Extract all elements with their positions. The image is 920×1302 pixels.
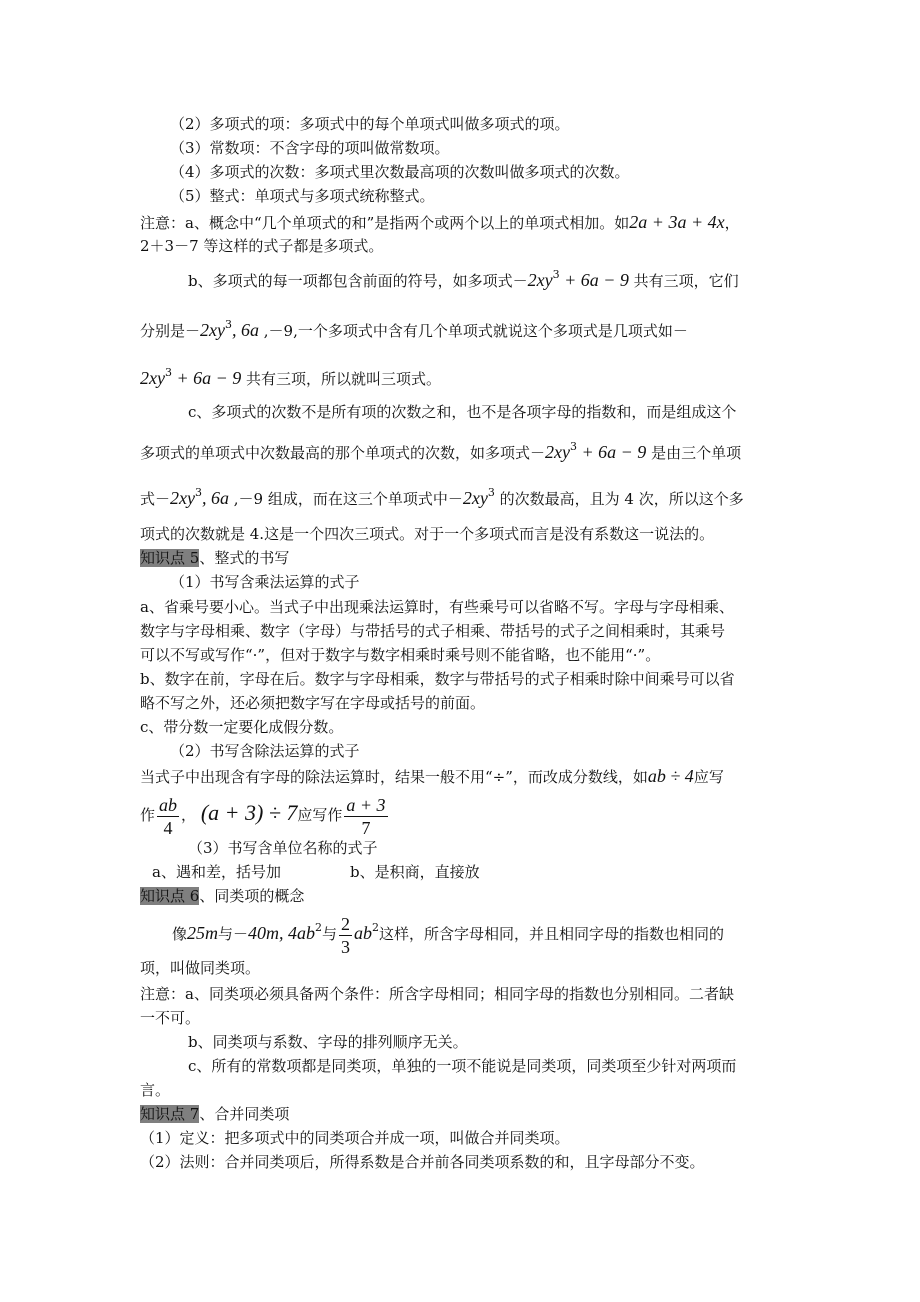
text: 的次数最高，且为 4 次，所以这个多 [494,490,744,508]
numerator: ab [159,794,178,815]
fraction-2-over-3 [339,913,352,958]
math-expression: 2xy [545,442,570,462]
like-terms-note-a [140,984,734,1004]
text: （1）书写含乘法运算的式子 [170,573,360,591]
text: b、多项式的每一项都包含前面的符号，如多项式－ [188,272,528,290]
section-heading-5 [140,548,289,568]
text: 是由三个单项 [646,444,742,462]
math-expression: 2a + 3a + 4x [629,212,725,232]
text: 项式的次数就是 4.这是一个四次三项式。对于一个多项式而言是没有系数这一说法的。 [140,525,715,543]
text: 2＋3－7 等这样的式子都是多项式。 [140,237,384,255]
rule-a-line [140,597,734,617]
exponent: 3 [195,486,202,499]
text: c、多项式的次数不是所有项的次数之和，也不是各项字母的指数和，而是组成这个 [188,403,737,421]
heading-text: 、整式的书写 [199,549,290,567]
division-rule-line [140,766,724,787]
definition-integral-expression [170,186,435,206]
text: （3）书写含单位名称的式子 [188,839,378,857]
text: 像 [172,925,188,943]
like-terms-note-b [188,1032,468,1052]
math-expression: ab ÷ 4 [647,766,694,786]
math-expression: ab [354,923,373,943]
math-expression: , 6a [232,320,259,340]
definition-constant-term [170,138,450,158]
note-c-line-2 [140,442,741,463]
text: 可以不写或写作“·”，但对于数字与数字相乘时乘号则不能省略，也不能用“·”。 [140,646,661,664]
math-expression: + 6a − 9 [171,368,242,388]
text: 式－ [140,490,171,508]
math-expression: 2xy [140,368,165,388]
note-b-line-3 [140,368,441,389]
math-expression: (a + 3) ÷ 7 [200,800,298,825]
highlighted-label: 知识点 7 [140,1105,200,1123]
exponent: 3 [570,440,577,453]
text: 作 [140,806,156,824]
note-b-line [188,270,739,291]
text: （2）多项式的项：多项式中的每个单项式叫做多项式的项。 [170,115,570,133]
text: （2）书写含除法运算的式子 [170,742,360,760]
text: 注意：a、概念中“几个单项式的和”是指两个或两个以上的单项式相加。如 [140,214,630,232]
like-terms-line-2 [140,958,260,978]
highlighted-label: 知识点 5 [140,549,200,567]
definition-polynomial-degree [170,162,630,182]
exponent: 3 [552,268,560,281]
text: 略不写之外，还必须把数字写在字母或括号的前面。 [140,694,486,712]
combine-rule [140,1152,705,1172]
highlighted-label: 知识点 6 [140,887,200,905]
exponent: 2 [372,921,380,934]
text: a、遇和差，括号加 [152,863,281,881]
text: b、同类项与系数、字母的排列顺序无关。 [188,1033,468,1051]
text: b、数字在前，字母在后。数字与字母相乘，数字与带括号的式子相乘时除中间乘号可以省 [140,670,735,688]
note-b-line-2 [140,320,688,341]
note-a-line [140,212,740,233]
text: 数字与字母相乘、数字（字母）与带括号的式子相乘、带括号的式子之间相乘时，其乘号 [140,622,726,640]
text: 应写作 [297,806,343,824]
text: 与－ [218,925,249,943]
exponent: 3 [164,366,172,379]
math-expression: 25m [187,923,219,943]
exponent: 3 [487,486,495,499]
text: 一不可。 [140,1009,201,1027]
text: c、所有的常数项都是同类项，单独的一项不能说是同类项，同类项至少针对两项而 [188,1057,737,1075]
math-expression: , 6a [202,488,229,508]
note-c-line [188,402,736,422]
numerator: a + 3 [346,794,386,815]
like-terms-note-c-2 [140,1080,170,1100]
units-rule-a [152,862,281,882]
text: （1）定义：把多项式中的同类项合并成一项，叫做合并同类项。 [140,1129,570,1147]
section-heading-7 [140,1104,289,1124]
rule-b-line [140,669,735,689]
text: c、带分数一定要化成假分数。 [140,718,344,736]
note-c-line-4 [140,524,714,544]
rule-b-line-2 [140,693,485,713]
combine-definition [140,1128,570,1148]
like-terms-note-a-2 [140,1008,200,1028]
definition-polynomial-term [170,114,570,134]
math-expression: 2xy [200,320,225,340]
text: 应写 [693,768,724,786]
math-expression: , 4ab [279,923,316,943]
heading-text: 、同类项的概念 [199,887,305,905]
note-a-line-2 [140,236,383,256]
subheading-division [170,741,360,761]
text: 注意：a、同类项必须具备两个条件：所含字母相同；相同字母的指数也分别相同。二者缺 [140,985,734,1003]
text: b、是积商，直接放 [350,863,480,881]
text: ， [724,214,740,232]
math-expression: + 6a − 9 [577,442,647,462]
text: ,－9,一个多项式中含有几个单项式就说这个多项式是几项式如－ [259,322,688,340]
rule-a-line-2 [140,621,725,641]
exponent: 2 [315,921,323,934]
like-terms-note-c [188,1056,736,1076]
units-rule-b [350,862,480,882]
text: 与 [322,925,338,943]
heading-text: 、合并同类项 [199,1105,290,1123]
text: 这样，所含字母相同，并且相同字母的指数也相同的 [379,925,725,943]
text: （4）多项式的次数：多项式里次数最高项的次数叫做多项式的次数。 [170,163,630,181]
exponent: 3 [225,318,232,331]
fraction-a-plus-3-over-7 [344,794,387,839]
text: 当式子中出现含有字母的除法运算时，结果一般不用“÷”，而改成分数线，如 [140,768,648,786]
text: ,－9 组成，而在这三个单项式中－ [229,490,463,508]
text: 共有三项，所以就叫三项式。 [241,370,442,388]
like-terms-example-line [172,910,724,958]
denominator: 7 [361,817,371,838]
math-expression: 40m [248,923,280,943]
math-expression: 2xy [462,488,488,508]
numerator: 2 [341,913,351,934]
subheading-units [188,838,378,858]
text: ， [181,806,197,824]
math-expression: 2xy [170,488,195,508]
math-expression: + 6a − 9 [559,270,629,290]
text: （5）整式：单项式与多项式统称整式。 [170,187,435,205]
denominator: 4 [163,817,173,838]
rule-a-line-3 [140,645,660,665]
text: 多项式的单项式中次数最高的那个单项式的次数，如多项式－ [140,444,546,462]
subheading-multiplication [170,572,360,592]
text: 项，叫做同类项。 [140,959,261,977]
division-example-line [140,790,390,839]
rule-c-line [140,717,343,737]
text: （3）常数项：不含字母的项叫做常数项。 [170,139,450,157]
text: 共有三项，它们 [628,272,739,290]
text: 分别是－ [140,322,201,340]
text: （2）法则：合并同类项后，所得系数是合并前各同类项系数的和，且字母部分不变。 [140,1153,705,1171]
text: 言。 [140,1081,171,1099]
text: a、省乘号要小心。当式子中出现乘法运算时，有些乘号可以省略不写。字母与字母相乘、 [140,598,734,616]
math-expression: 2xy [527,270,553,290]
section-heading-6 [140,886,304,906]
denominator: 3 [341,936,351,957]
fraction-ab-over-4 [157,794,179,839]
note-c-line-3 [140,488,744,509]
